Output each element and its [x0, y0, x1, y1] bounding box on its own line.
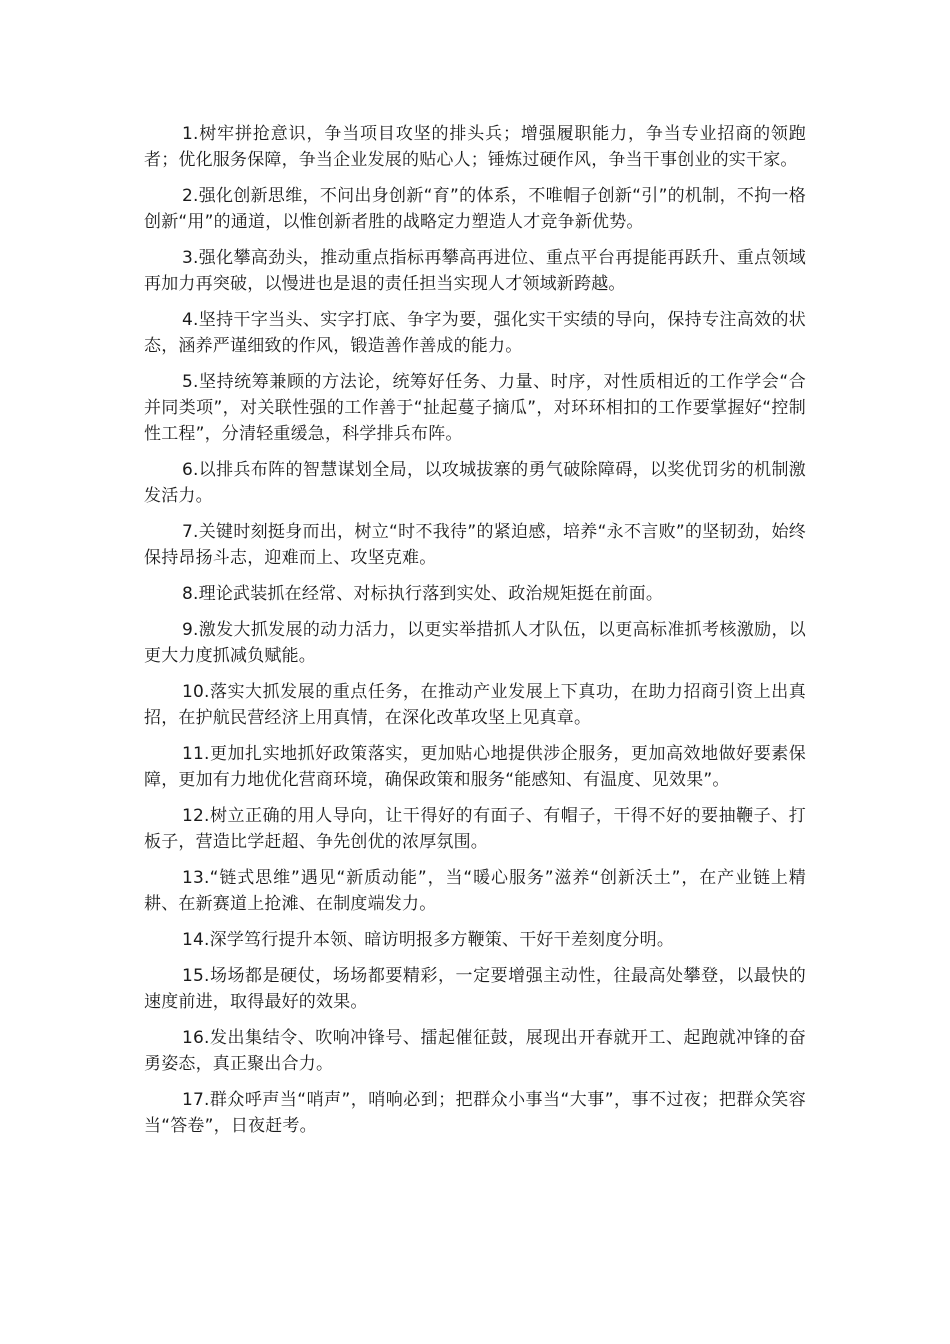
paragraph: 12.树立正确的用人导向，让干得好的有面子、有帽子，干得不好的要抽鞭子、打板子，营造比学赶超、争先创优的浓厚氛围。: [144, 806, 806, 852]
paragraph: 3.强化攀高劲头，推动重点指标再攀高再进位、重点平台再提能再跃升、重点领域再加力再突破，以慢进也是退的责任担当实现人才领域新跨越。: [144, 248, 806, 294]
paragraph: 1.树牢拼抢意识，争当项目攻坚的排头兵；增强履职能力，争当专业招商的领跑者；优化服务保障，争当企业发展的贴心人；锤炼过硬作风，争当干事创业的实干家。: [144, 124, 806, 170]
paragraph: 13.“链式思维”遇见“新质动能”，当“暖心服务”滋养“创新沃土”，在产业链上精耕、在新赛道上抢滩、在制度端发力。: [144, 868, 806, 914]
paragraph: 17.群众呼声当“哨声”，哨响必到；把群众小事当“大事”，事不过夜；把群众笑容当“答卷”，日夜赶考。: [144, 1090, 806, 1136]
paragraph: 8.理论武装抓在经常、对标执行落到实处、政治规矩挺在前面。: [182, 584, 664, 604]
paragraph: 15.场场都是硬仗，场场都要精彩，一定要增强主动性，往最高处攀登，以最快的速度前进，取得最好的效果。: [144, 966, 806, 1012]
paragraph: 7.关键时刻挺身而出，树立“时不我待”的紧迫感，培养“永不言败”的坚韧劲，始终保持昂扬斗志，迎难而上、攻坚克难。: [144, 522, 806, 568]
paragraph: 6.以排兵布阵的智慧谋划全局，以攻城拔寨的勇气破除障碍，以奖优罚劣的机制激发活力。: [144, 460, 806, 506]
paragraph: 9.激发大抓发展的动力活力，以更实举措抓人才队伍，以更高标准抓考核激励，以更大力度抓减负赋能。: [144, 620, 806, 666]
paragraph: 10.落实大抓发展的重点任务，在推动产业发展上下真功，在助力招商引资上出真招，在护航民营经济上用真情，在深化改革攻坚上见真章。: [144, 682, 806, 728]
paragraph: 5.坚持统筹兼顾的方法论，统筹好任务、力量、时序，对性质相近的工作学会“合并同类项”，对关联性强的工作善于“扯起蔓子摘瓜”，对环环相扣的工作要掌握好“控制性工程”，分清轻重缓急，科学排兵布阵。: [144, 372, 806, 444]
paragraph: 2.强化创新思维，不问出身创新“育”的体系，不唯帽子创新“引”的机制，不拘一格创新“用”的通道，以惟创新者胜的战略定力塑造人才竞争新优势。: [144, 186, 806, 232]
paragraph: 14.深学笃行提升本领、暗访明报多方鞭策、干好干差刻度分明。: [182, 930, 675, 950]
document-body: [144, 121, 806, 1149]
paragraph: 16.发出集结令、吹响冲锋号、擂起催征鼓，展现出开春就开工、起跑就冲锋的奋勇姿态，真正聚出合力。: [144, 1028, 806, 1074]
paragraph: 4.坚持干字当头、实字打底、争字为要，强化实干实绩的导向，保持专注高效的状态，涵养严谨细致的作风，锻造善作善成的能力。: [144, 310, 806, 356]
paragraph: 11.更加扎实地抓好政策落实，更加贴心地提供涉企服务，更加高效地做好要素保障，更加有力地优化营商环境，确保政策和服务“能感知、有温度、见效果”。: [144, 744, 806, 790]
